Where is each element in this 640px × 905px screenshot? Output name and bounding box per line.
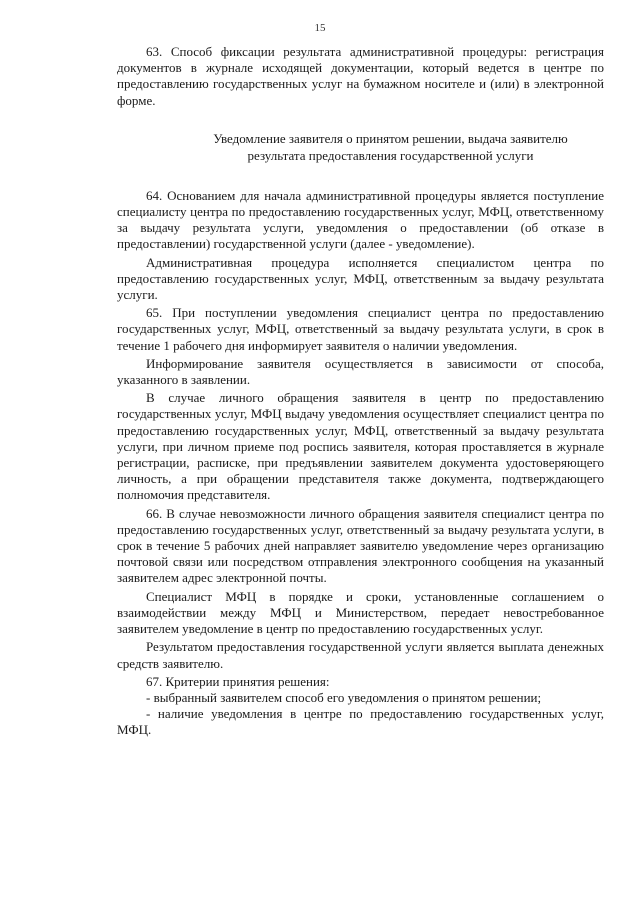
paragraph-67: 67. Критерии принятия решения: — [146, 673, 330, 689]
paragraph-informing: Информирование заявителя осуществляется в зависимости от способа, указанного в заявлении. — [117, 355, 604, 388]
page-number: 15 — [314, 22, 326, 34]
criterion-item-1: - выбранный заявителем способ его уведомления о принятом решении; — [146, 689, 542, 705]
paragraph-63: 63. Способ фиксации результата административной процедуры: регистрация документов в журнале исходящей документации, который ведется в центре по предоставлению государственных услуг на бумажном носителе и (или) в электронной форме. — [117, 44, 604, 108]
document-body — [117, 44, 604, 739]
paragraph-64: 64. Основанием для начала административной процедуры является поступление специалисту центра по предоставлению государственных услуг, МФЦ, ответственному за выдачу результата услуги, уведомления о предоставлении (об отказе в предоставлении) государственной услуги (далее - уведомление). — [117, 187, 604, 252]
paragraph-personal-visit: В случае личного обращения заявителя в центр по предоставлению государственных услуг, МФЦ выдачу уведомления осуществляет специалист центра по предоставлению государственных услуг, МФЦ, ответственный за выдачу результата услуги, при личном приеме под роспись заявителя, которая проставляется в журнале регистрации, расписке, при предъявлении заявителем документа удостоверяющего личность, а при обращении представителя также документа, подтверждающего полномочия представителя. — [117, 390, 604, 503]
section-title — [117, 130, 604, 164]
section-title-line-1: Уведомление заявителя о принятом решении, выдача заявителю — [213, 130, 568, 146]
paragraph-mfc-transfer: Специалист МФЦ в порядке и сроки, установленные соглашением о взаимодействии между МФЦ и Министерством, передает невостребованное заявителем уведомление в центр по предоставлению государственных услуг. — [117, 588, 604, 637]
paragraph-result: Результатом предоставления государственной услуги является выплата денежных средств заявителю. — [117, 639, 604, 671]
paragraph-66: 66. В случае невозможности личного обращения заявителя специалист центра по предоставлению государственных услуг, ответственный за выдачу результата услуги, в срок в течение 5 рабочих дней направляет заявителю уведомление через организацию почтовой связи или посредством отправления электронного сообщения на указанный заявителем адрес электронной почты. — [117, 505, 604, 586]
criterion-item-2: - наличие уведомления в центре по предоставлению государственных услуг, МФЦ. — [117, 706, 604, 738]
section-title-line-2: результата предоставления государственной услуги — [247, 147, 534, 163]
paragraph-65: 65. При поступлении уведомления специалист центра по предоставлению государственных услуг, МФЦ, ответственный за выдачу результата услуги, в срок в течение 1 рабочего дня информирует заявителя о наличии уведомления. — [117, 305, 604, 353]
paragraph-procedure-executor: Административная процедура исполняется специалистом центра по предоставлению государственных услуг, МФЦ, ответственным за выдачу результата услуги. — [117, 254, 604, 303]
